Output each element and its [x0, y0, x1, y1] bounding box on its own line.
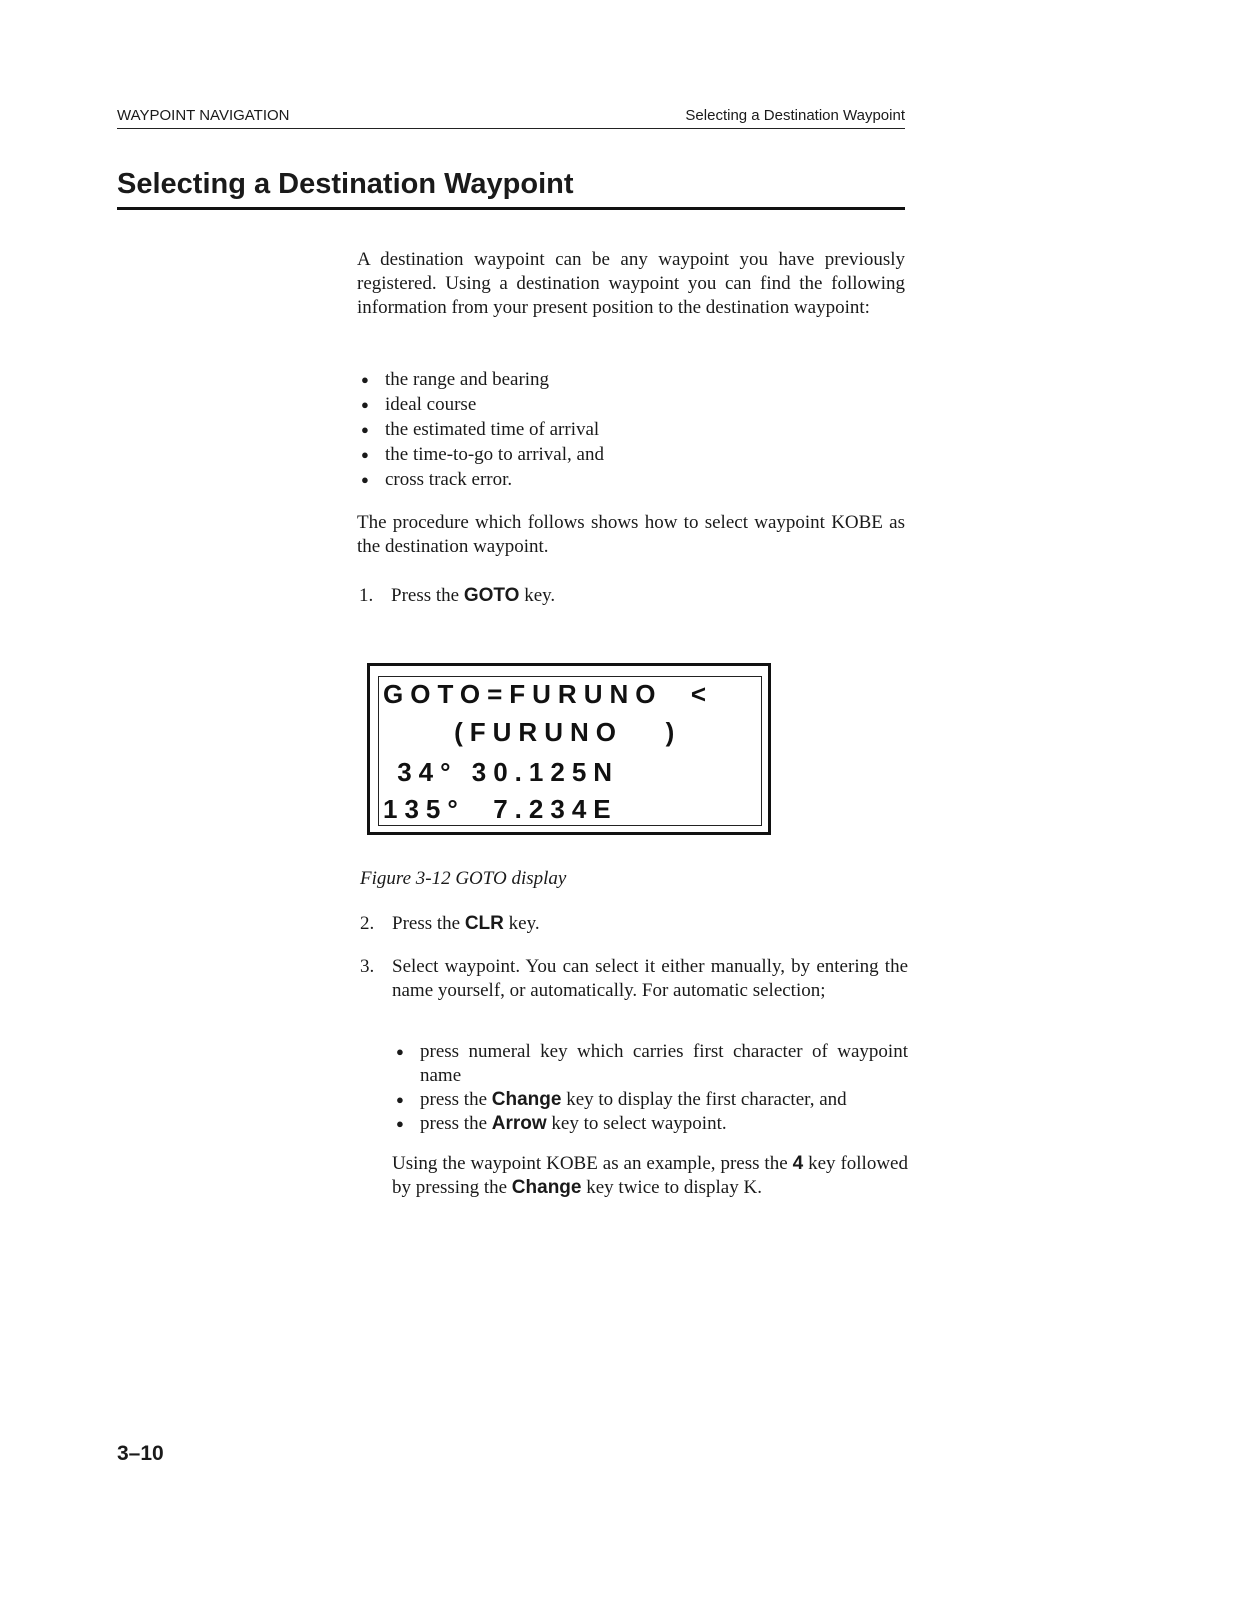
step-text-post: key. [519, 585, 556, 606]
goto-lcd-display [367, 663, 771, 835]
list-item [392, 1112, 908, 1136]
example-text: key followed by pressing the [392, 1153, 908, 1198]
lcd-line-1: GOTO=FURUNO < [383, 679, 714, 709]
example-text: Using the waypoint KOBE as an example, press the [392, 1153, 793, 1174]
list-item: ● cross track error. [357, 468, 905, 493]
lcd-screen [378, 676, 762, 826]
step-text-pre: Press the [392, 913, 465, 934]
list-item [392, 1088, 908, 1112]
goto-key-label: GOTO [463, 585, 520, 606]
list-item: ● ideal course [357, 393, 905, 418]
figure-caption: Figure 3-12 GOTO display [360, 868, 567, 889]
lcd-line-3: 34° 30.125N [383, 757, 620, 787]
procedure-paragraph: The procedure which follows shows how to select waypoint KOBE as the destination waypoint. [357, 512, 905, 557]
step-3 [360, 955, 908, 1003]
header-section-label: WAYPOINT NAVIGATION [117, 107, 290, 124]
step-number: 3. [360, 956, 375, 977]
list-item-post: key to select waypoint. [546, 1113, 727, 1134]
list-item-pre: press the [420, 1113, 492, 1134]
step-text [392, 912, 906, 936]
clr-key-label: CLR [464, 913, 504, 934]
step-2 [360, 912, 906, 936]
intro-paragraph: A destination waypoint can be any waypoint you have previously registered. Using a destination waypoint you can find the following information from your present position to the destination waypoint: [357, 249, 905, 318]
selection-bullet-list [392, 1040, 908, 1136]
change-key-label: Change [491, 1089, 562, 1110]
step-number: 2. [360, 913, 375, 934]
example-paragraph [392, 1152, 908, 1200]
step-text-post: key. [503, 913, 540, 934]
list-item-post: key to display the first character, and [561, 1089, 847, 1110]
list-item: ● the range and bearing [357, 368, 905, 393]
list-item: ● the estimated time of arrival [357, 418, 905, 443]
list-item: ● press numeral key which carries first character of waypoint name [392, 1040, 908, 1088]
step-1 [359, 584, 905, 608]
step-text [391, 584, 905, 608]
header-topic-label: Selecting a Destination Waypoint [685, 107, 905, 124]
arrow-key-label: Arrow [491, 1113, 547, 1134]
running-header [117, 107, 905, 129]
lcd-line-2: (FURUNO ) [383, 717, 682, 747]
list-item-pre: press the [420, 1089, 492, 1110]
step-text-pre: Press the [391, 585, 464, 606]
four-key-label: 4 [792, 1153, 804, 1174]
step-text: Select waypoint. You can select it either manually, by entering the name yourself, or automatically. For automatic selection; [392, 956, 908, 1001]
list-item: ● the time-to-go to arrival, and [357, 443, 905, 468]
lcd-line-4: 135° 7.234E [383, 794, 618, 824]
page-title: Selecting a Destination Waypoint [117, 168, 905, 210]
info-bullet-list [357, 368, 905, 493]
example-text: key twice to display K. [581, 1177, 762, 1198]
change-key-label: Change [511, 1177, 582, 1198]
page-number: 3–10 [117, 1442, 164, 1465]
step-number: 1. [359, 585, 374, 606]
